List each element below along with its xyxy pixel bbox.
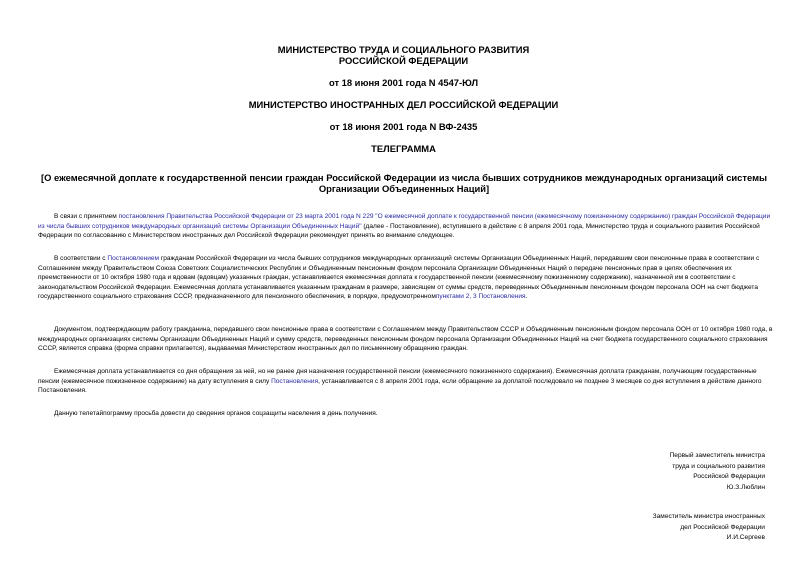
signature1-position: Первый заместитель министра xyxy=(669,452,765,459)
ministry1-line1: МИНИСТЕРСТВО ТРУДА И СОЦИАЛЬНОГО РАЗВИТИЯ xyxy=(277,44,530,55)
signature2-position: Заместитель министра иностранных xyxy=(652,513,765,520)
paragraph-1-text: В связи с принятием xyxy=(54,213,119,220)
paragraph-1 xyxy=(38,212,774,241)
document-title-line1: [О ежемесячной доплате к государственной пенсии граждан Российской Федерации из числа бывших сотрудников международных организаций системы xyxy=(40,172,768,183)
paragraph-3: Документом, подтверждающим работу гражданина, передавшего свои пенсионные права в соответствии с Соглашением между Правительством СССР и Объединенным пенсионным фондом персонала ООН от 10 октября 1980 года, в международных организациях системы Организации Объединенных Наций и сумму средств, переведенных пенсионным фондом персонала Организации Объединенных Наций на счет бюджета государственного социального страхования СССР, является справка (форма справки прилагается), выдаваемая Министерством иностранных дел по письменному обращению граждан. xyxy=(38,326,773,353)
paragraph-4 xyxy=(38,367,774,396)
link-decree-clauses[interactable]: пунктами 2, 3 Постановления xyxy=(435,293,526,301)
ministry2-date: от 18 июня 2001 года N ВФ-2435 xyxy=(329,121,478,132)
link-government-decree[interactable]: постановления Правительства Российской Федерации от 23 марта 2001 года N 229 "О ежемесячной доплате к государственной пенсии (ежемесячному пожизненному содержанию) граждан Российской Федерации из числа бывших сотрудников международных организаций системы Организации Объединенных Наций" xyxy=(38,213,771,230)
paragraph-2-text-end: . xyxy=(525,293,528,301)
document-type: ТЕЛЕГРАММА xyxy=(371,143,436,154)
signature-block-2 xyxy=(545,512,765,544)
ministry1-line2: РОССИЙСКОЙ ФЕДЕРАЦИИ xyxy=(338,55,469,66)
signature1-name: Ю.З.Люблин xyxy=(726,483,765,491)
ministry2-name: МИНИСТЕРСТВО ИНОСТРАННЫХ ДЕЛ РОССИЙСКОЙ ФЕДЕРАЦИИ xyxy=(248,99,559,110)
paragraph-4-text: Ежемесячная доплата устанавливается со дня обращения за ней, но не ранее дня назначения государственной пенсии (ежемесячного пожизненного содержания). Ежемесячная доплата гражданам, получающим государственные пенсии (ежемесячное пожизненное содержание) на дату вступления в силу xyxy=(38,368,757,385)
document-title-line2: Организации Объединенных Наций] xyxy=(318,183,490,194)
paragraph-2 xyxy=(38,254,774,302)
signature-block-1 xyxy=(545,451,765,493)
ministry1-date: от 18 июня 2001 года N 4547-ЮЛ xyxy=(328,77,479,88)
paragraph-4-text-cont: , устанавливается с 8 апреля 2001 года, если обращение за доплатой последовало не позднее 3 месяцев со дня вступления в действие данного Постановления. xyxy=(38,377,762,395)
paragraph-2-text-cont: гражданам Российской Федерации из числа бывших сотрудников международных организаций системы Организации Объединенных Наций, передавшим свои пенсионные права в соответствии с Соглашением между Правительством Союза Советских Социалистических Республик и Объединенным пенсионным фондом персонала Организации Объединенных Наций о передаче пенсионных прав в целях обеспечения их преемственности от 10 октября 1980 года и вдовам (вдовцам) указанных граждан, устанавливается ежемесячная доплата к государственной пенсии (ежемесячному пожизненному содержанию), назначенной им в соответствии с законодательством Российской Федерации. Ежемесячная доплата устанавливается указанным гражданам в размере, зависящем от суммы средств, переведенных Объединенным пенсионным фондом персонала ООН на счет бюджета государственного социального страхования СССР, предназначенного для пенсионного обеспечения, в порядке, предусмотренном xyxy=(38,255,760,301)
paragraph-1-text-cont: (далее - Постановление), вступившего в действие с 8 апреля 2001 года, Министерство труда и социального развития Российской Федерации по согласованию с Министерством иностранных дел Российской Федерации рекомендует принять во внимание следующее. xyxy=(38,222,760,240)
link-decree[interactable]: Постановлением xyxy=(107,255,160,262)
link-decree-2[interactable]: Постановления xyxy=(271,377,319,385)
signature2-ministry: дел Российской Федерации xyxy=(680,523,765,531)
signature1-country: Российской Федерации xyxy=(693,473,765,481)
paragraph-5: Данную телетайпограмму просьба довести до сведения органов соцзащиты населения в день получения. xyxy=(54,410,378,417)
signature2-name: И.И.Сергеев xyxy=(726,534,765,542)
paragraph-2-text: В соответствии с xyxy=(54,255,108,262)
signature1-ministry: труда и социального развития xyxy=(672,462,765,470)
